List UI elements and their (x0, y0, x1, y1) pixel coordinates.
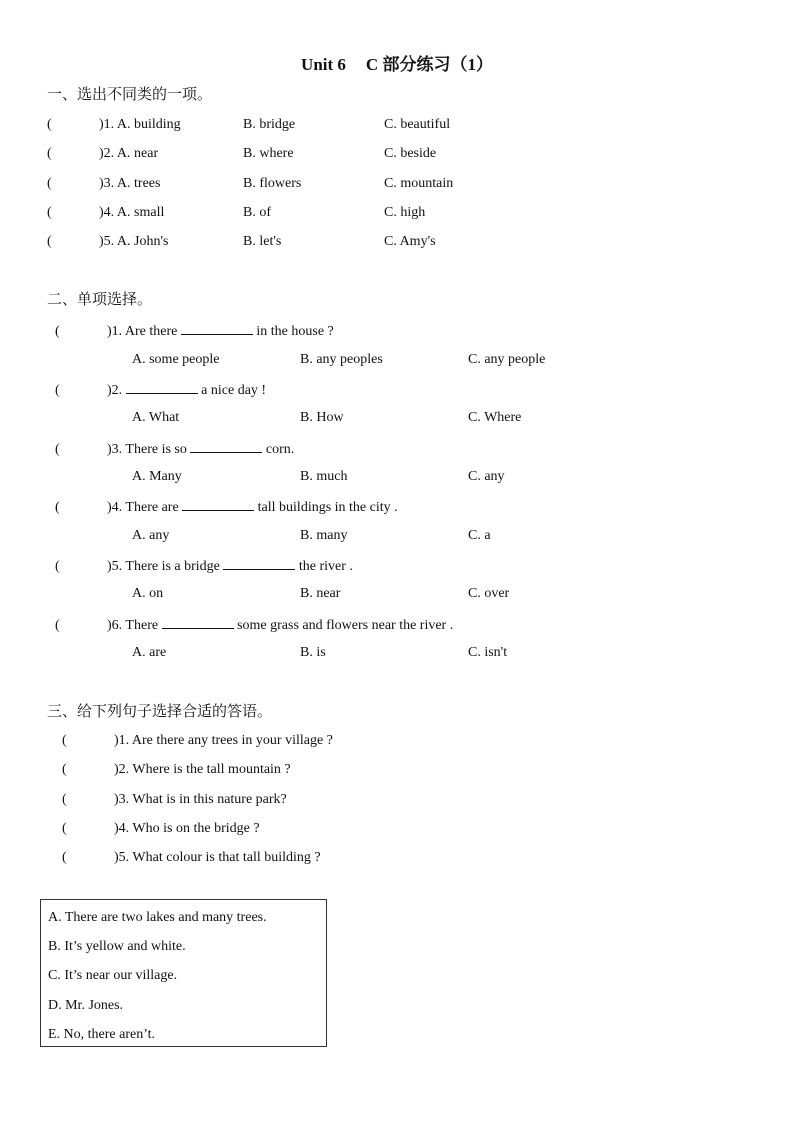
s2-q3-option-c: C. any (468, 469, 505, 484)
s1-item-1: ( )1. A. building (47, 117, 181, 132)
s2-q4-option-c: C. a (468, 528, 491, 543)
s2-q2-option-c: C. Where (468, 410, 522, 425)
s1-item-4-option-b: B. of (243, 205, 271, 220)
s2-q6-option-b: B. is (300, 645, 326, 660)
s3-question-2: ( )2. Where is the tall mountain ? (62, 762, 291, 777)
answer-blank (126, 380, 198, 394)
s3-question-5: ( )5. What colour is that tall building ? (62, 850, 321, 865)
s3-question-1: ( )1. Are there any trees in your village ? (62, 733, 333, 748)
s2-q4-option-b: B. many (300, 528, 348, 543)
title-unit: Unit 6 (301, 55, 346, 74)
answer-option-c: C. It’s near our village. (48, 968, 178, 983)
s2-question-1: ( )1. Are there in the house ? (55, 321, 334, 341)
s1-item-1-option-b: B. bridge (243, 117, 296, 132)
s2-q5-option-c: C. over (468, 586, 510, 601)
s2-question-6: ( )6. There some grass and flowers near the river . (55, 615, 453, 635)
answer-option-b: B. It’s yellow and white. (48, 939, 186, 954)
section2-heading: 二、单项选择。 (47, 292, 153, 308)
title-part: C 部分练习（1） (365, 55, 493, 74)
s1-item-3-option-c: C. mountain (384, 176, 454, 191)
s2-question-4: ( )4. There are tall buildings in the city . (55, 497, 398, 517)
s2-q1-option-c: C. any people (468, 352, 546, 367)
answer-blank (182, 497, 254, 511)
s1-item-2-option-c: C. beside (384, 146, 437, 161)
s1-item-3-option-b: B. flowers (243, 176, 302, 191)
page-title (0, 55, 794, 75)
answer-blank (181, 321, 253, 335)
s1-item-1-option-c: C. beautiful (384, 117, 451, 132)
s2-q1-option-b: B. any peoples (300, 352, 383, 367)
answer-blank (223, 556, 295, 570)
answer-option-d: D. Mr. Jones. (48, 998, 124, 1013)
s1-item-3: ( )3. A. trees (47, 176, 161, 191)
s2-question-3: ( )3. There is so corn. (55, 439, 294, 459)
s2-q4-option-a: A. any (132, 528, 170, 543)
s3-question-3: ( )3. What is in this nature park? (62, 792, 287, 807)
answer-blank (162, 615, 234, 629)
s2-q6-option-c: C. isn't (468, 645, 508, 660)
s2-q5-option-b: B. near (300, 586, 341, 601)
s1-item-5-option-c: C. Amy's (384, 234, 436, 249)
s2-q3-option-a: A. Many (132, 469, 182, 484)
s2-q2-option-a: A. What (132, 410, 180, 425)
s1-item-2: ( )2. A. near (47, 146, 159, 161)
s2-q2-option-b: B. How (300, 410, 344, 425)
section3-heading: 三、给下列句子选择合适的答语。 (47, 704, 273, 720)
s3-question-4: ( )4. Who is on the bridge ? (62, 821, 260, 836)
s2-q5-option-a: A. on (132, 586, 164, 601)
s2-q1-option-a: A. some people (132, 352, 220, 367)
s2-q6-option-a: A. are (132, 645, 167, 660)
s2-q3-option-b: B. much (300, 469, 348, 484)
s1-item-4: ( )4. A. small (47, 205, 165, 220)
section1-heading: 一、选出不同类的一项。 (47, 87, 213, 103)
s1-item-5: ( )5. A. John's (47, 234, 169, 249)
s2-question-2: ( )2. a nice day ! (55, 380, 266, 400)
s1-item-2-option-b: B. where (243, 146, 294, 161)
answer-blank (190, 439, 262, 453)
s1-item-4-option-c: C. high (384, 205, 426, 220)
answer-option-e: E. No, there aren’t. (48, 1027, 156, 1042)
s1-item-5-option-b: B. let's (243, 234, 282, 249)
s2-question-5: ( )5. There is a bridge the river . (55, 556, 353, 576)
answer-option-a: A. There are two lakes and many trees. (48, 910, 267, 925)
